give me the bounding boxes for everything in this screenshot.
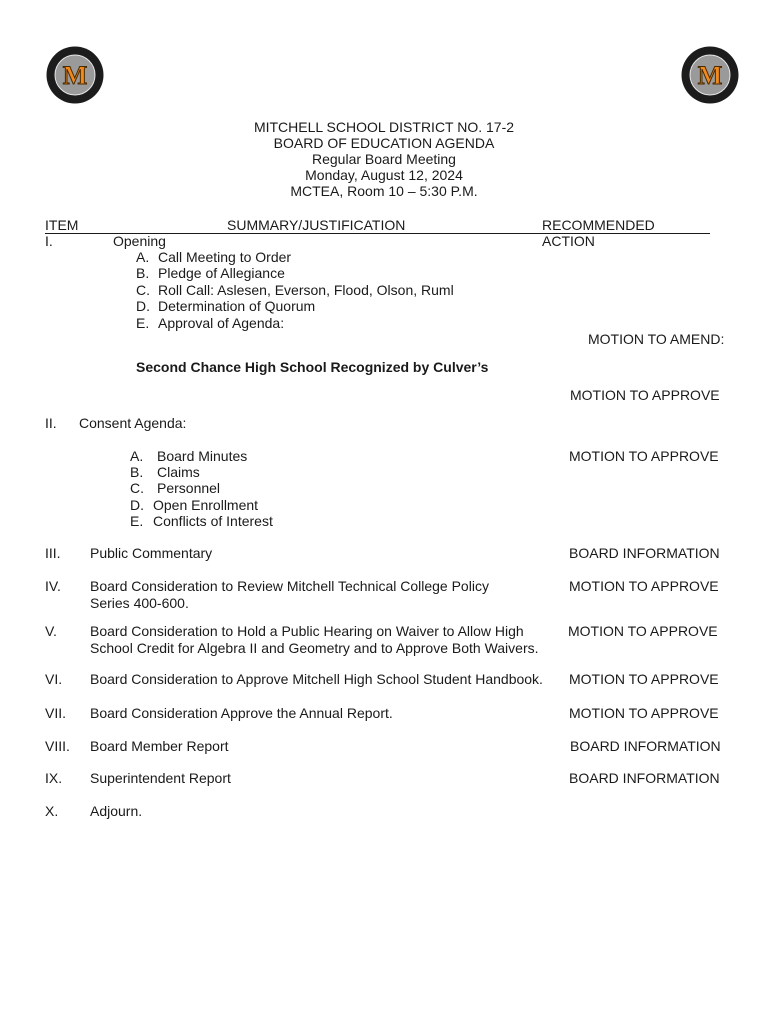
action-motion-amend: MOTION TO AMEND: (588, 331, 725, 347)
seal-letter: M (62, 61, 88, 90)
item-title-cont: Series 400-600. (90, 595, 189, 611)
agenda-title: BOARD OF EDUCATION AGENDA (273, 135, 495, 151)
item-number: IV. (45, 578, 61, 594)
sub-letter: B. (136, 265, 150, 281)
action-board-information: BOARD INFORMATION (569, 770, 720, 786)
action-motion-approve: MOTION TO APPROVE (569, 578, 719, 594)
item-title: Adjourn. (90, 803, 143, 819)
sub-letter: E. (136, 315, 150, 331)
action-board-information: BOARD INFORMATION (570, 738, 721, 754)
item-number: VIII. (45, 738, 70, 754)
item-title: Board Consideration Approve the Annual Report. (90, 705, 393, 721)
sub-text: Personnel (157, 480, 221, 496)
item-title: Superintendent Report (90, 770, 231, 786)
action-motion-approve: MOTION TO APPROVE (569, 448, 719, 464)
district-seal-left (46, 46, 104, 104)
item-title: Board Consideration to Review Mitchell Technical College Policy (90, 578, 489, 594)
item-title: Board Member Report (90, 738, 229, 754)
district-seal-right (681, 46, 739, 104)
sub-text: Conflicts of Interest (153, 513, 273, 529)
item-number: II. (45, 415, 57, 431)
sub-letter: A. (130, 448, 144, 464)
meeting-date: Monday, August 12, 2024 (305, 167, 463, 183)
item-number: III. (45, 545, 61, 561)
sub-text: Board Minutes (157, 448, 248, 464)
item-title: Board Consideration to Approve Mitchell High School Student Handbook. (90, 671, 543, 687)
item-number: X. (45, 803, 59, 819)
sub-text: Approval of Agenda: (158, 315, 285, 331)
sub-letter: B. (130, 464, 144, 480)
sub-letter: D. (130, 497, 144, 513)
district-name: MITCHELL SCHOOL DISTRICT NO. 17-2 (253, 119, 515, 135)
sub-letter: D. (136, 298, 150, 314)
meeting-location: MCTEA, Room 10 – 5:30 P.M. (290, 183, 478, 199)
item-title: Opening (113, 233, 166, 249)
seal-letter: M (697, 61, 723, 90)
sub-text: Claims (157, 464, 200, 480)
sub-text: Roll Call: Aslesen, Everson, Flood, Olson, Ruml (158, 282, 454, 298)
meeting-type: Regular Board Meeting (312, 151, 456, 167)
item-number: I. (45, 233, 53, 249)
sub-letter: C. (136, 282, 150, 298)
action-motion-approve: MOTION TO APPROVE (569, 671, 719, 687)
col-summary: SUMMARY/JUSTIFICATION (227, 217, 406, 233)
item-title-cont: School Credit for Algebra II and Geometry and to Approve Both Waivers. (90, 640, 539, 656)
item-title: Board Consideration to Hold a Public Hearing on Waiver to Allow High (90, 623, 524, 639)
action-motion-approve: MOTION TO APPROVE (568, 623, 718, 639)
action-motion-approve: MOTION TO APPROVE (569, 705, 719, 721)
item-number: V. (45, 623, 57, 639)
item-number: VI. (45, 671, 63, 687)
item-title: Consent Agenda: (79, 415, 187, 431)
item-number: IX. (45, 770, 63, 786)
action-board-information: BOARD INFORMATION (569, 545, 720, 561)
action-motion-approve: MOTION TO APPROVE (570, 387, 720, 403)
item-title: Public Commentary (90, 545, 213, 561)
sub-letter: C. (130, 480, 144, 496)
sub-text: Call Meeting to Order (158, 249, 292, 265)
col-action: RECOMMENDED ACTION (542, 217, 655, 249)
item-number: VII. (45, 705, 67, 721)
sub-text: Open Enrollment (153, 497, 259, 513)
sub-letter: A. (136, 249, 150, 265)
sub-text: Pledge of Allegiance (158, 265, 285, 281)
sub-text: Determination of Quorum (158, 298, 316, 314)
col-item: ITEM (45, 217, 79, 233)
recognition-item: Second Chance High School Recognized by Culver’s (136, 359, 489, 375)
sub-letter: E. (130, 513, 144, 529)
